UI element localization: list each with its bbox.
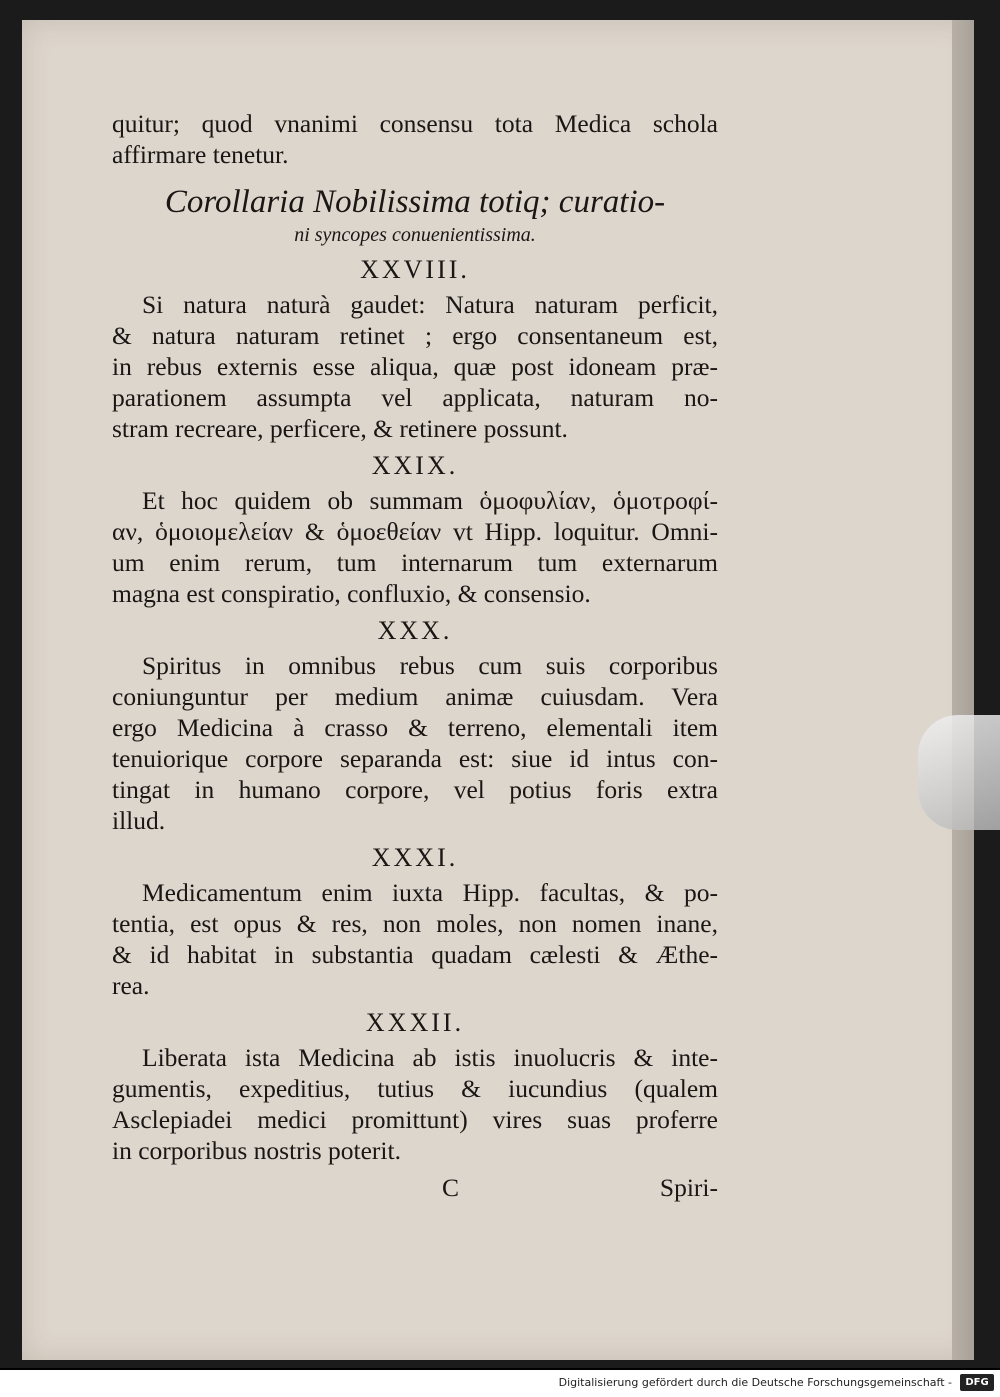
text-line: Et hoc quidem ob summam ὁμοφυλίαν, ὁμοτροφί- bbox=[142, 486, 718, 515]
thesis-number: XXIX. bbox=[371, 451, 459, 480]
text-line: illud. bbox=[112, 806, 166, 835]
text-line: & id habitat in substantia quadam cælesti & Æthe- bbox=[112, 940, 718, 969]
text-line: in rebus externis esse aliqua, quæ post idoneam præ- bbox=[112, 352, 718, 381]
text-line: gumentis, expeditius, tutius & iucundius (qualem bbox=[112, 1074, 718, 1103]
text-line: Medicamentum enim iuxta Hipp. facultas, & po- bbox=[142, 878, 718, 907]
text-line: quitur; quod vnanimi consensu tota Medica schola bbox=[112, 109, 718, 138]
page-text bbox=[112, 108, 718, 1203]
page-clip bbox=[918, 715, 1000, 830]
text-line: & natura naturam retinet ; ergo consentaneum est, bbox=[112, 321, 718, 350]
text-line: rea. bbox=[112, 971, 150, 1000]
text-line: Si natura naturà gaudet: Natura naturam perficit, bbox=[142, 290, 718, 319]
text-line: coniunguntur per medium animæ cuiusdam. Vera bbox=[112, 682, 718, 711]
text-line: in corporibus nostris poterit. bbox=[112, 1136, 401, 1165]
credit-bar bbox=[0, 1368, 1000, 1397]
funding-credit: Digitalisierung gefördert durch die Deutsche Forschungsgemeinschaft - bbox=[558, 1376, 952, 1389]
section-heading: Corollaria Nobilissima totiq; curatio- bbox=[164, 184, 666, 220]
text-line: tingat in humano corpore, vel potius foris extra bbox=[112, 775, 718, 804]
text-line: parationem assumpta vel applicata, naturam no- bbox=[112, 383, 718, 412]
text-line: Asclepiadei medici promittunt) vires suas proferre bbox=[112, 1105, 718, 1134]
text-line: stram recreare, perficere, & retinere possunt. bbox=[112, 414, 568, 443]
text-line: tentia, est opus & res, non moles, non nomen inane, bbox=[112, 909, 718, 938]
dfg-logo-icon: DFG bbox=[960, 1374, 994, 1391]
text-line: αν, ὁμοιομελείαν & ὁμοεθείαν vt Hipp. loquitur. Omni- bbox=[112, 517, 718, 546]
text-line: affirmare tenetur. bbox=[112, 140, 289, 169]
page-footer bbox=[112, 1172, 718, 1203]
page-edge bbox=[952, 20, 974, 1360]
thesis-number: XXVIII. bbox=[360, 255, 470, 284]
section-subheading: ni syncopes conuenientissima. bbox=[294, 224, 536, 246]
thesis-number: XXX. bbox=[377, 616, 453, 645]
text-line: magna est conspiratio, confluxio, & consensio. bbox=[112, 579, 591, 608]
text-line: um enim rerum, tum internarum tum externarum bbox=[112, 548, 718, 577]
signature-mark: C bbox=[442, 1173, 460, 1202]
text-line: tenuiorique corpore separanda est: siue id intus con- bbox=[112, 744, 718, 773]
text-line: ergo Medicina à crasso & terreno, elementali item bbox=[112, 713, 718, 742]
catchword: Spiri- bbox=[659, 1173, 718, 1202]
thesis-number: XXXII. bbox=[365, 1008, 465, 1037]
text-line: Liberata ista Medicina ab istis inuolucris & inte- bbox=[142, 1043, 718, 1072]
thesis-number: XXXI. bbox=[371, 843, 459, 872]
text-line: Spiritus in omnibus rebus cum suis corporibus bbox=[142, 651, 718, 680]
